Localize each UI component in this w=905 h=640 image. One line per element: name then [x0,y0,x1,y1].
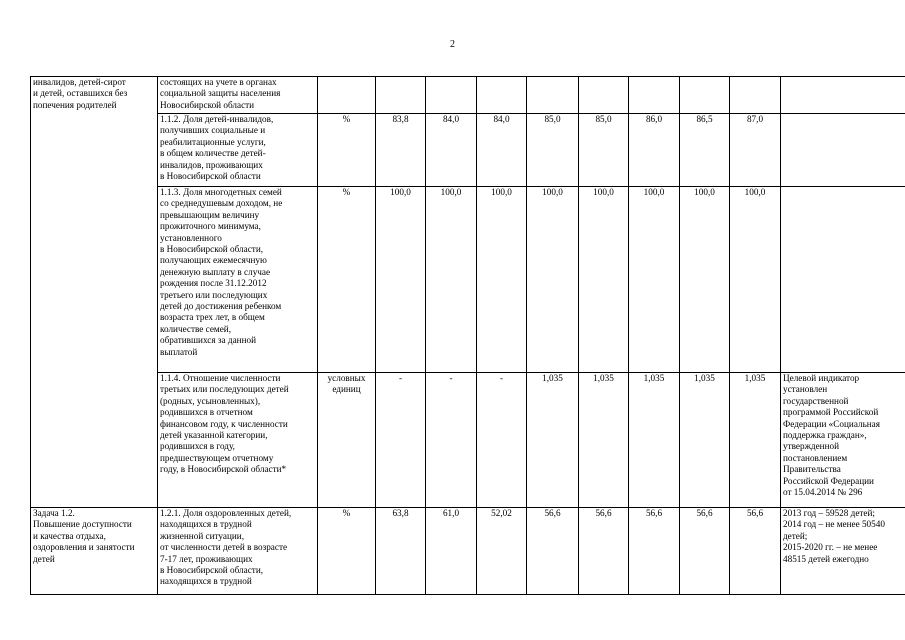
value-cell: 61,0 [426,508,477,595]
value-cell: 1,035 [730,373,781,508]
value-cell: 86,5 [680,114,730,187]
indicator-cell: 1.1.4. Отношение численности третьих или последующих детей (родных, усыновленных), родившихся в отчетном финансовом году, к численности детей указанной категории, родившихся в году, предшествующем отчетному году, в Новосибирской области* [158,373,318,508]
value-cell: 84,0 [477,114,527,187]
value-cell: 100,0 [477,187,527,373]
value-cell: 100,0 [579,187,629,373]
table-row [31,508,905,595]
table-row [31,373,905,508]
table-row [31,187,905,373]
value-cell [527,77,579,114]
value-cell: - [426,373,477,508]
task-cell: инвалидов, детей-сирот и детей, оставшихся без попечения родителей [31,77,158,508]
value-cell: 85,0 [579,114,629,187]
value-cell: 56,6 [629,508,680,595]
value-cell: 100,0 [376,187,426,373]
value-cell: 85,0 [527,114,579,187]
indicator-cell: 1.1.3. Доля многодетных семей со среднедушевым доходом, не превышающим величину прожиточного минимума, установленного в Новосибирской области, получающих ежемесячную денежную выплату в случае рождения после 31.12.2012 третьего или последующих детей до достижения ребенком возраста трех лет, в общем количестве семей, обратившихся за данной выплатой [158,187,318,373]
table-row [31,77,905,114]
value-cell [629,77,680,114]
task-cell: Задача 1.2. Повышение доступности и качества отдыха, оздоровления и занятости детей [31,508,158,595]
value-cell: 100,0 [426,187,477,373]
page-number: 2 [450,39,455,50]
note-cell [781,187,905,373]
note-cell [781,77,905,114]
value-cell: 1,035 [629,373,680,508]
value-cell: 56,6 [527,508,579,595]
unit-cell: % [318,508,376,595]
value-cell: 83,8 [376,114,426,187]
note-cell: 2013 год – 59528 детей; 2014 год – не менее 50540 детей; 2015-2020 гг. – не менее 48515 детей ежегодно [781,508,905,595]
value-cell [477,77,527,114]
value-cell: 87,0 [730,114,781,187]
value-cell: 84,0 [426,114,477,187]
value-cell: - [477,373,527,508]
value-cell: 56,6 [579,508,629,595]
value-cell [426,77,477,114]
note-cell [781,114,905,187]
table-row [31,114,905,187]
indicator-cell: 1.1.2. Доля детей-инвалидов, получивших социальные и реабилитационные услуги, в общем количестве детей- инвалидов, проживающих в Новосибирской области [158,114,318,187]
note-cell: Целевой индикатор установлен государственной программой Российской Федерации «Социальная поддержка граждан», утвержденной постановлением Правительства Российской Федерации от 15.04.2014 № 296 [781,373,905,508]
unit-cell [318,77,376,114]
unit-cell: % [318,114,376,187]
value-cell: 86,0 [629,114,680,187]
value-cell [376,77,426,114]
value-cell: 56,6 [680,508,730,595]
indicator-cell: состоящих на учете в органах социальной защиты населения Новосибирской области [158,77,318,114]
value-cell: 100,0 [527,187,579,373]
value-cell: 100,0 [730,187,781,373]
value-cell [730,77,781,114]
value-cell: - [376,373,426,508]
value-cell: 1,035 [579,373,629,508]
value-cell: 1,035 [680,373,730,508]
unit-cell: % [318,187,376,373]
value-cell: 63,8 [376,508,426,595]
value-cell [680,77,730,114]
indicator-cell: 1.2.1. Доля оздоровленных детей, находящихся в трудной жизненной ситуации, от численности детей в возрасте 7-17 лет, проживающих в Новосибирской области, находящихся в трудной [158,508,318,595]
value-cell [579,77,629,114]
value-cell: 100,0 [680,187,730,373]
unit-cell: условных единиц [318,373,376,508]
value-cell: 100,0 [629,187,680,373]
value-cell: 52,02 [477,508,527,595]
value-cell: 1,035 [527,373,579,508]
indicators-table [30,76,905,595]
value-cell: 56,6 [730,508,781,595]
